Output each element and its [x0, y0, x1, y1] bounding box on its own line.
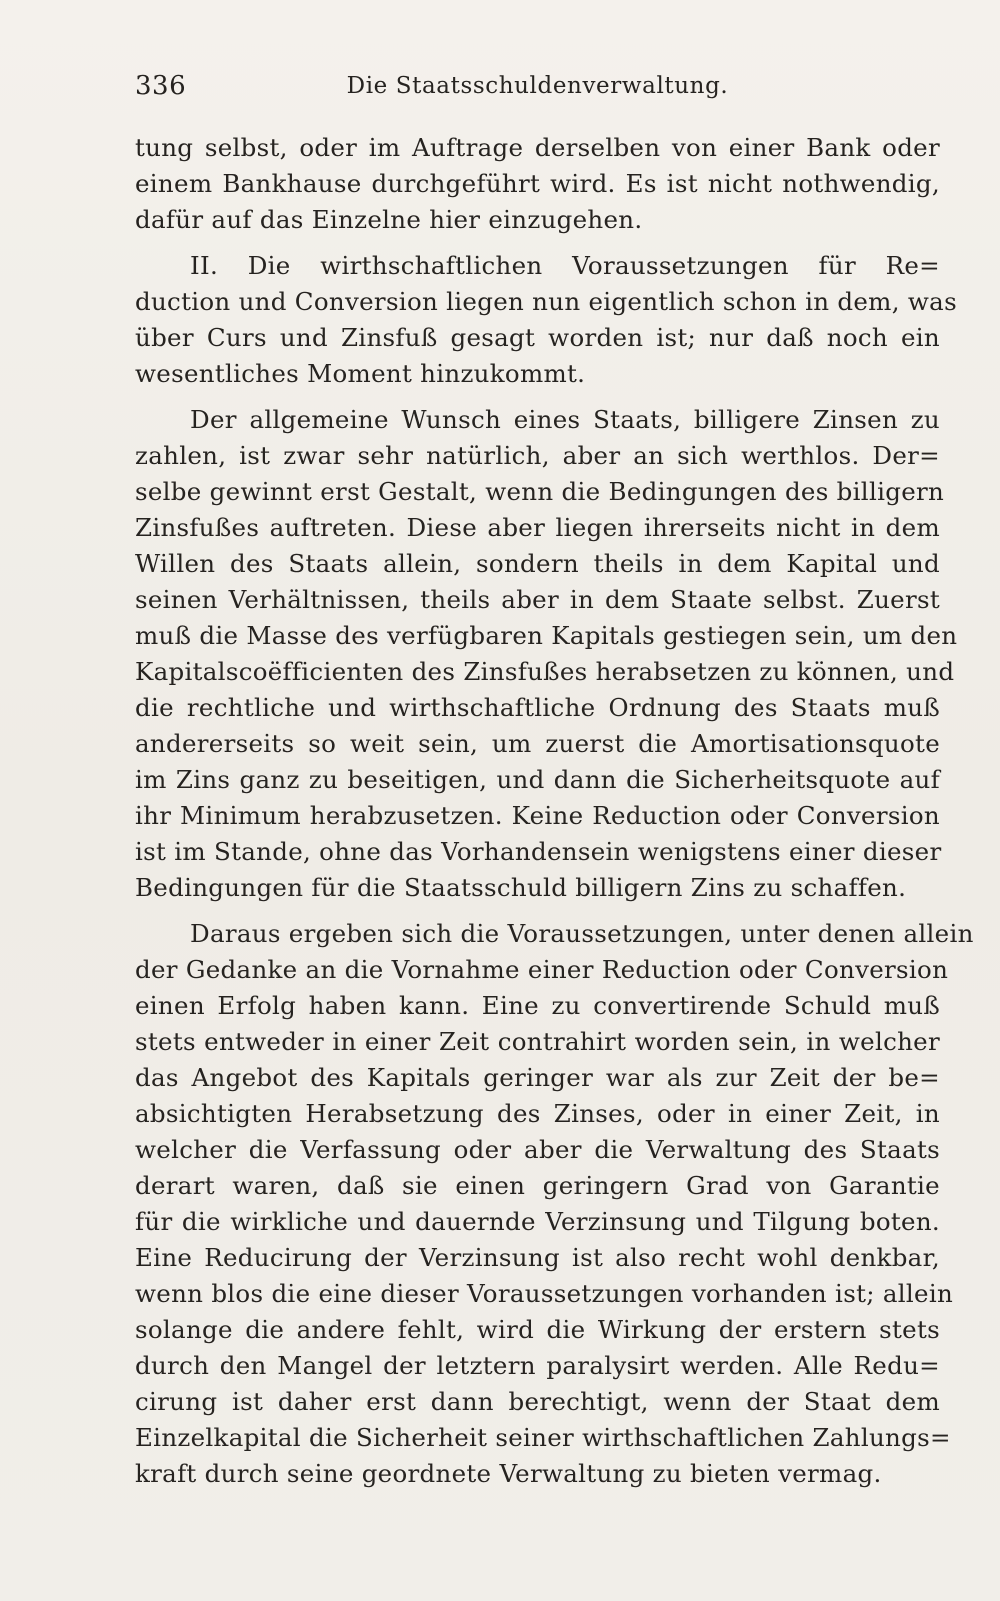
body-text [135, 130, 974, 1492]
text-line: die rechtliche und wirthschaftliche Ordnung des Staats muß [135, 693, 940, 722]
text-line: andererseits so weit sein, um zuerst die Amortisationsquote [135, 729, 940, 758]
text-line: zahlen, ist zwar sehr natürlich, aber an sich werthlos. Der= [135, 441, 940, 470]
text-line: stets entweder in einer Zeit contrahirt worden sein, in welcher [135, 1027, 940, 1056]
text-line: durch den Mangel der letztern paralysirt werden. Alle Redu= [135, 1351, 940, 1380]
text-line: im Zins ganz zu beseitigen, und dann die Sicherheitsquote auf [135, 765, 940, 794]
paragraph-gap [135, 238, 940, 248]
text-line: seinen Verhältnissen, theils aber in dem Staate selbst. Zuerst [135, 585, 940, 614]
text-line: Eine Reducirung der Verzinsung ist also recht wohl denkbar, [135, 1243, 940, 1272]
text-line: solange die andere fehlt, wird die Wirkung der erstern stets [135, 1315, 940, 1344]
text-line: selbe gewinnt erst Gestalt, wenn die Bedingungen des billigern [135, 477, 945, 506]
text-line: einem Bankhause durchgeführt wird. Es ist nicht nothwendig, [135, 169, 940, 198]
text-line: muß die Masse des verfügbaren Kapitals gestiegen sein, um den [135, 621, 958, 650]
text-line: Zinsfußes auftreten. Diese aber liegen ihrerseits nicht in dem [135, 513, 940, 542]
text-line: wenn blos die eine dieser Voraussetzungen vorhanden ist; allein [135, 1279, 954, 1308]
text-line: für die wirkliche und dauernde Verzinsung und Tilgung boten. [135, 1207, 940, 1236]
text-line: dafür auf das Einzelne hier einzugehen. [135, 205, 643, 234]
text-line: Der allgemeine Wunsch eines Staats, billigere Zinsen zu [190, 405, 940, 434]
text-line: II. Die wirthschaftlichen Voraussetzungen für Re= [190, 251, 940, 280]
text-line: einen Erfolg haben kann. Eine zu convertirende Schuld muß [135, 991, 940, 1020]
text-line: Kapitalscoëfficienten des Zinsfußes herabsetzen zu können, und [135, 657, 955, 686]
text-line: absichtigten Herabsetzung des Zinses, oder in einer Zeit, in [135, 1099, 940, 1128]
paragraph [135, 916, 974, 1492]
text-line: der Gedanke an die Vornahme einer Reduction oder Conversion [135, 955, 949, 984]
text-line: ihr Minimum herabzusetzen. Keine Reduction oder Conversion [135, 801, 940, 830]
text-line: über Curs und Zinsfuß gesagt worden ist; nur daß noch ein [135, 323, 940, 352]
text-line: cirung ist daher erst dann berechtigt, wenn der Staat dem [135, 1387, 940, 1416]
text-line: ist im Stande, ohne das Vorhandensein wenigstens einer dieser [135, 837, 942, 866]
text-line: welcher die Verfassung oder aber die Verwaltung des Staats [135, 1135, 940, 1164]
text-line: duction und Conversion liegen nun eigentlich schon in dem, was [135, 287, 957, 316]
page-number: 336 [135, 71, 187, 101]
paragraph [135, 402, 958, 906]
paragraph [135, 248, 957, 392]
text-line: derart waren, daß sie einen geringern Grad von Garantie [135, 1171, 940, 1200]
text-line: tung selbst, oder im Auftrage derselben von einer Bank oder [135, 133, 940, 162]
paragraph-gap [135, 906, 940, 916]
text-line: wesentliches Moment hinzukommt. [135, 359, 586, 388]
running-title: Die Staatsschuldenverwaltung. [346, 73, 729, 99]
text-line: Bedingungen für die Staatsschuld billigern Zins zu schaffen. [135, 873, 907, 902]
text-line: Daraus ergeben sich die Voraussetzungen, unter denen allein [190, 919, 974, 948]
text-line: Willen des Staats allein, sondern theils in dem Kapital und [135, 549, 940, 578]
text-line: Einzelkapital die Sicherheit seiner wirthschaftlichen Zahlungs= [135, 1423, 951, 1452]
paragraph [135, 130, 940, 238]
text-line: kraft durch seine geordnete Verwaltung zu bieten vermag. [135, 1459, 882, 1488]
text-line: das Angebot des Kapitals geringer war als zur Zeit der be= [135, 1063, 940, 1092]
page-header [135, 66, 920, 106]
paragraph-gap [135, 392, 940, 402]
